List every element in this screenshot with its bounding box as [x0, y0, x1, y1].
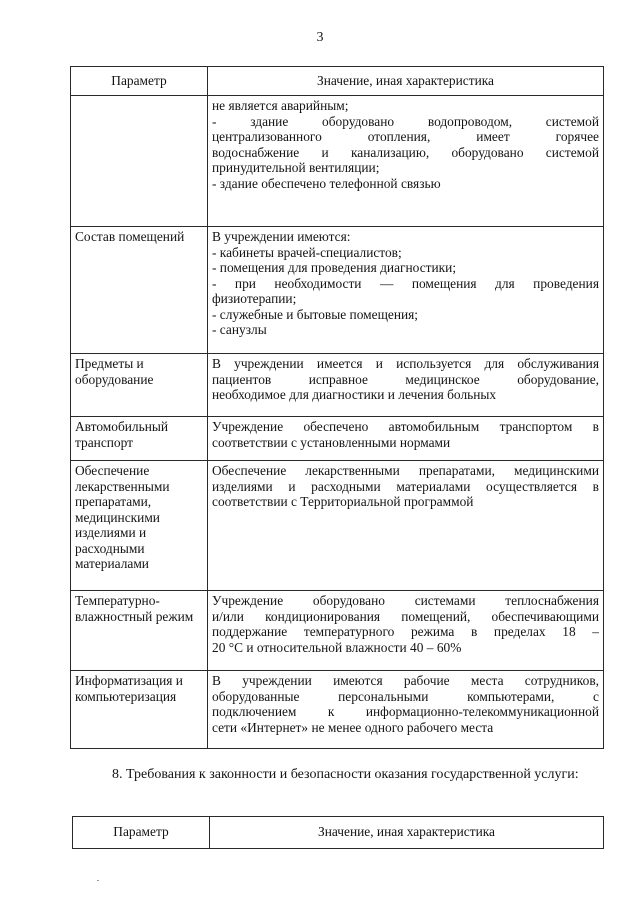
row-value [208, 227, 604, 354]
value-line: - кабинеты врачей-специалистов; [212, 244, 402, 260]
value-line: необходимое для диагностики и лечения больных [212, 387, 497, 402]
value-line: изделиями и расходными материалами осуществляется в [212, 478, 599, 494]
row-value [208, 354, 604, 417]
value-line: Учреждение оборудовано системами теплоснабжения [212, 593, 599, 608]
value-line: 20 °С и относительной влажности 40 – 60% [212, 639, 462, 655]
row-param: Состав помещений [71, 227, 208, 354]
value-line: - здание обеспечено телефонной связью [212, 175, 441, 191]
row-value [208, 96, 604, 227]
table-row [71, 461, 604, 591]
value-line: В учреждении имеются: [212, 229, 351, 244]
value-line: Обеспечение лекарственными препаратами, медицинскими [212, 463, 599, 478]
row-param: Температурно-влажностный режим [71, 591, 208, 671]
value-line: пациентов исправное медицинское оборудование, [212, 371, 599, 387]
value-line: соответствии с установленными нормами [212, 434, 451, 450]
value-line: и/или кондиционирования помещений, обеспечивающими [212, 608, 599, 624]
value-line: сети «Интернет» не менее одного рабочего места [212, 719, 494, 735]
table-row [71, 227, 604, 354]
table-row [71, 354, 604, 417]
table-row [71, 96, 604, 227]
row-value [208, 417, 604, 461]
value-line: принудительной вентиляции; [212, 160, 380, 175]
value-line: централизованного отопления, имеет горячее [212, 129, 599, 144]
header-parameter: Параметр [73, 817, 210, 849]
value-line: - санузлы [212, 322, 267, 337]
value-line: - здание оборудовано водопроводом, системой [212, 113, 599, 129]
scan-artifact [97, 880, 99, 881]
row-param: Автомобильный транспорт [71, 417, 208, 461]
header-value: Значение, иная характеристика [210, 817, 604, 849]
value-line: В учреждении имеется и используется для обслуживания [212, 356, 599, 371]
value-line: подключением к информационно-телекоммуникационной [212, 704, 599, 719]
table-row [71, 417, 604, 461]
value-line: - помещения для проведения диагностики; [212, 260, 457, 275]
value-line: не является аварийным; [212, 98, 349, 113]
characteristics-table [70, 66, 604, 749]
value-line: В учреждении имеются рабочие места сотрудников, [212, 673, 599, 688]
table-row [71, 591, 604, 671]
row-param: Информатизация и компьютеризация [71, 671, 208, 749]
safety-requirements-table [72, 816, 604, 849]
value-line: соответствии с Территориальной программой [212, 494, 474, 509]
table-header-row [71, 67, 604, 96]
table-row [71, 671, 604, 749]
page-number: 3 [316, 30, 324, 45]
row-param: Предметы и оборудование [71, 354, 208, 417]
value-line: - при необходимости — помещения для проведения [212, 275, 599, 291]
section-8-heading: 8. Требования к законности и безопасности оказания государственной услуги: [112, 767, 579, 782]
row-value [208, 671, 604, 749]
row-param [71, 96, 208, 227]
header-value: Значение, иная характеристика [208, 67, 604, 96]
value-line: - служебные и бытовые помещения; [212, 306, 419, 322]
row-param: Обеспечение лекарственными препаратами, медицинскими изделиями и расходными материалами [71, 461, 208, 591]
value-line: поддержание температурного режима в пределах 18 – [212, 624, 599, 639]
value-line: физиотерапии; [212, 291, 297, 306]
value-line: Учреждение обеспечено автомобильным транспортом в [212, 419, 599, 434]
value-line: водоснабжение и канализацию, оборудовано системой [212, 144, 599, 160]
header-parameter: Параметр [71, 67, 208, 96]
value-line: оборудованные персональными компьютерами, с [212, 688, 599, 704]
row-value [208, 461, 604, 591]
row-value [208, 591, 604, 671]
table-header-row [73, 817, 604, 849]
